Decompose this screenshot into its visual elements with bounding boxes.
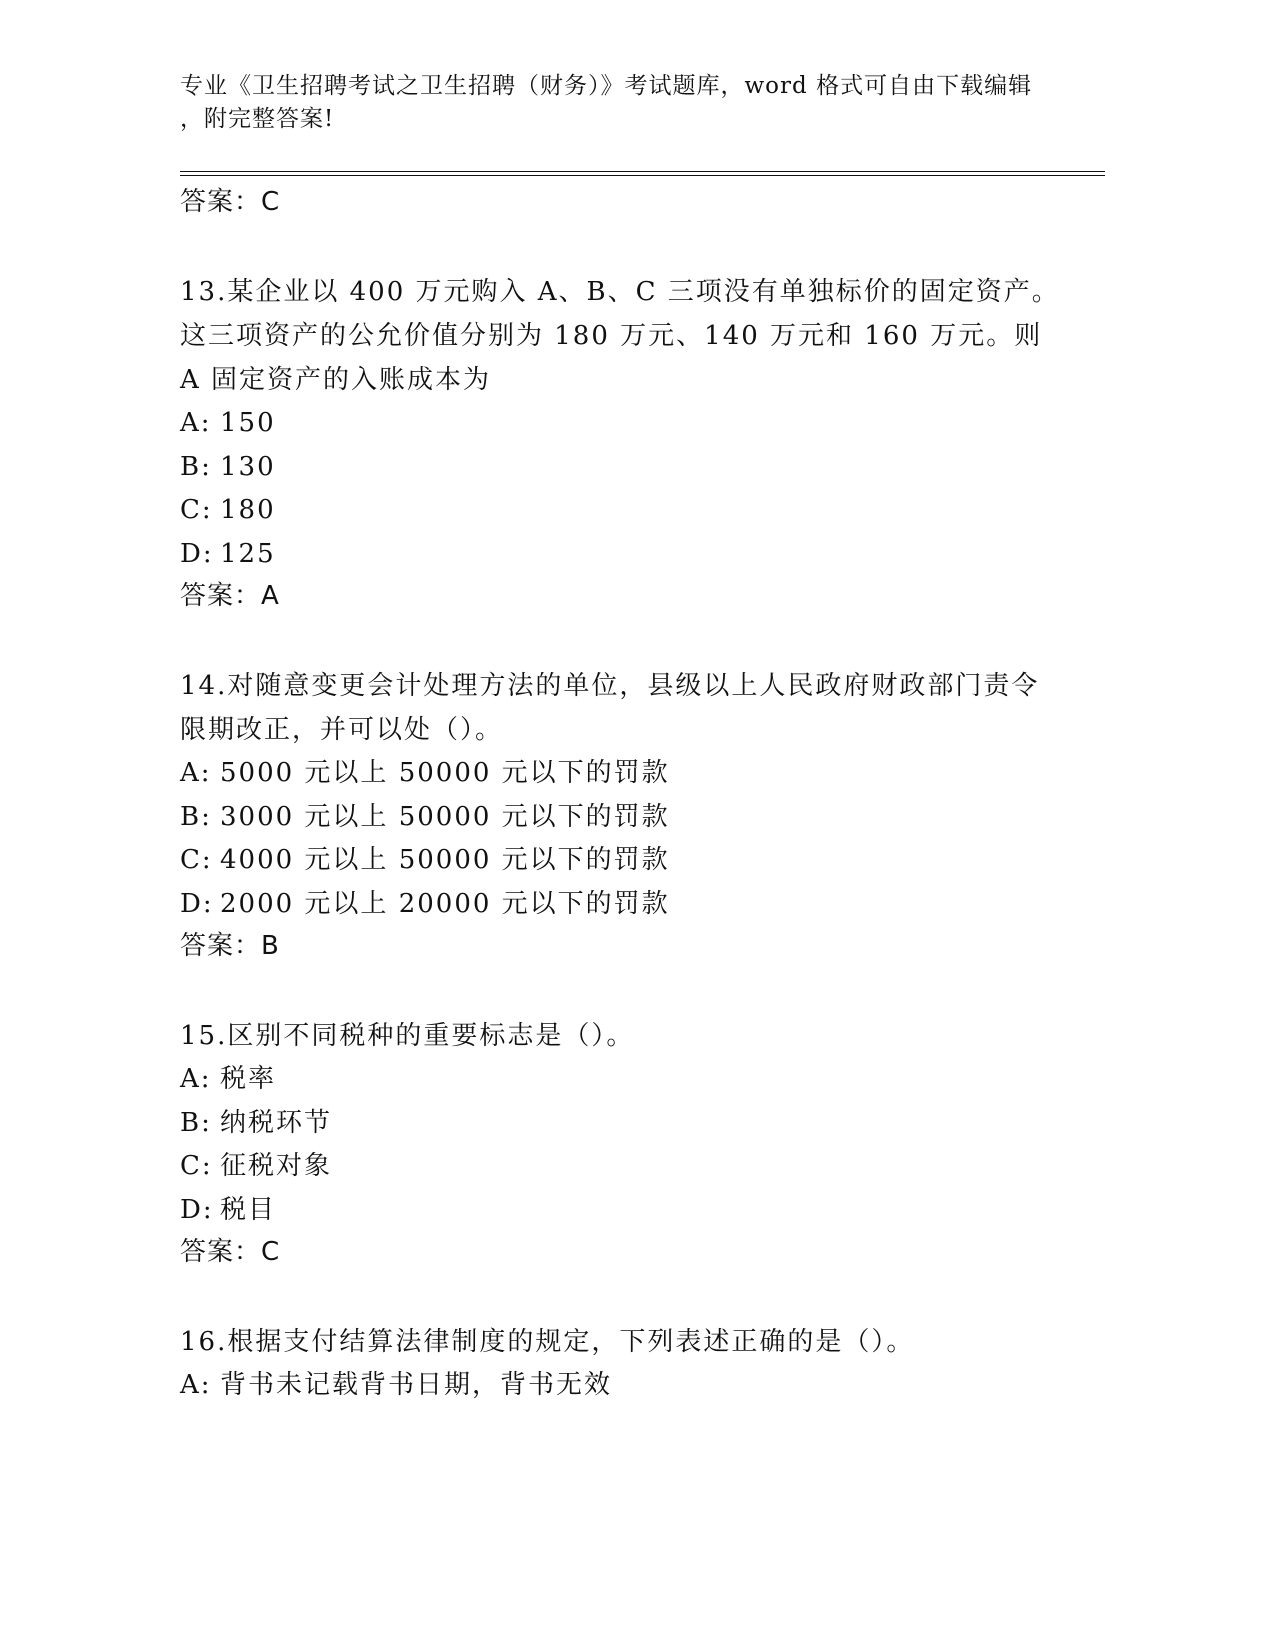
question-14 xyxy=(180,664,1060,966)
option-c xyxy=(180,1145,1060,1189)
header-line-1: 专业《卫生招聘考试之卫生招聘（财务）》考试题库，word 格式可自由下载编辑 xyxy=(180,73,1033,99)
option-d xyxy=(180,533,1060,577)
question-16 xyxy=(180,1320,1060,1408)
option-text: 纳税环节 xyxy=(220,1107,333,1138)
page-header xyxy=(180,70,1040,136)
option-letter: D: xyxy=(180,888,214,919)
question-text: 15.区别不同税种的重要标志是（）。 xyxy=(180,1021,635,1051)
question-15 xyxy=(180,1014,1060,1272)
option-d xyxy=(180,883,1060,927)
option-text: 税率 xyxy=(220,1064,277,1094)
option-text: 3000 元以上 50000 元以下的罚款 xyxy=(220,801,670,832)
option-text: 税目 xyxy=(220,1194,277,1225)
option-letter: B: xyxy=(180,801,212,832)
option-letter: D: xyxy=(180,1194,214,1225)
option-a xyxy=(180,1058,1060,1102)
option-c xyxy=(180,839,1060,883)
option-b xyxy=(180,1102,1060,1146)
option-letter: C: xyxy=(180,495,213,525)
answer: 答案：C xyxy=(180,1237,281,1267)
answer: 答案：B xyxy=(180,931,280,961)
option-text: 征税对象 xyxy=(220,1151,333,1181)
option-letter: C: xyxy=(180,1151,213,1181)
option-a xyxy=(180,402,1060,446)
option-text: 2000 元以上 20000 元以下的罚款 xyxy=(220,888,670,919)
option-letter: C: xyxy=(180,845,213,875)
option-a xyxy=(180,752,1060,796)
question-text: 13.某企业以 400 万元购入 A、B、C 三项没有单独标价的固定资产。这三项资产的公允价值分别为 180 万元、140 万元和 160 万元。则 A 固定资产的入账成本为 xyxy=(180,277,1060,395)
option-a xyxy=(180,1364,1060,1408)
option-text: 4000 元以上 50000 元以下的罚款 xyxy=(220,845,670,875)
option-b xyxy=(180,796,1060,840)
question-text: 14.对随意变更会计处理方法的单位，县级以上人民政府财政部门责令限期改正，并可以处（）。 xyxy=(180,671,1040,745)
option-letter: B: xyxy=(180,451,212,482)
option-text: 5000 元以上 50000 元以下的罚款 xyxy=(220,758,670,788)
option-b xyxy=(180,446,1060,490)
header-rule-bottom xyxy=(180,175,1105,176)
option-letter: A: xyxy=(180,758,212,788)
option-letter: A: xyxy=(180,1064,212,1094)
option-c xyxy=(180,489,1060,533)
option-text: 背书未记载背书日期，背书无效 xyxy=(220,1370,613,1400)
header-line-2: ，附完整答案! xyxy=(180,106,335,132)
option-letter: D: xyxy=(180,538,214,569)
question-list xyxy=(180,182,1060,1408)
question-text: 16.根据支付结算法律制度的规定，下列表述正确的是（）。 xyxy=(180,1327,915,1357)
option-text: 130 xyxy=(220,451,276,482)
option-letter: A: xyxy=(180,408,212,438)
option-text: 180 xyxy=(220,495,276,525)
option-d xyxy=(180,1189,1060,1233)
option-letter: B: xyxy=(180,1107,212,1138)
option-letter: A: xyxy=(180,1370,212,1400)
question-13 xyxy=(180,270,1060,616)
option-text: 150 xyxy=(220,408,276,438)
answer: 答案：A xyxy=(180,581,280,611)
header-rule-top xyxy=(180,171,1105,172)
previous-answer: 答案：C xyxy=(180,187,281,217)
option-text: 125 xyxy=(220,538,276,569)
